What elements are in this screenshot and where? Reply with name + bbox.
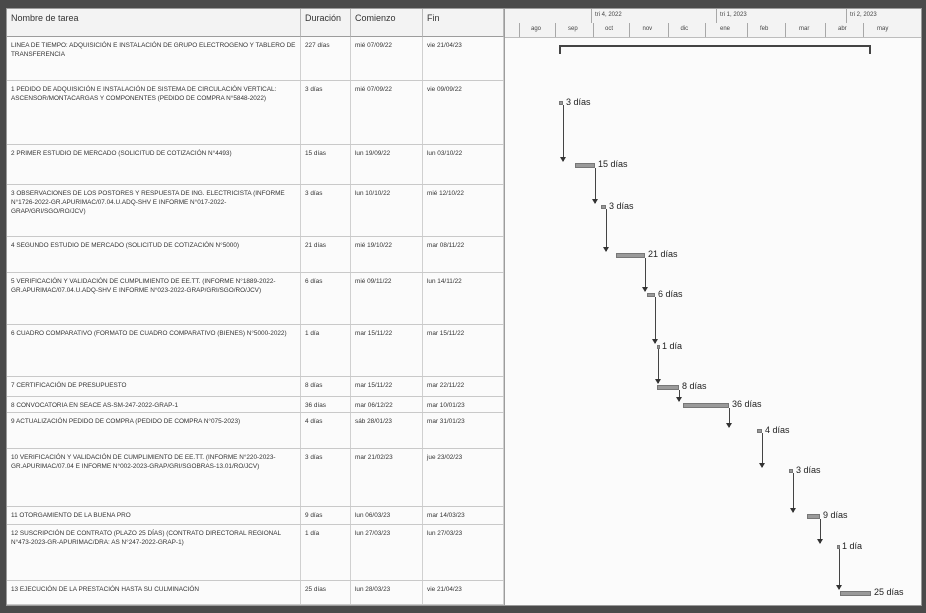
task-bar[interactable] (575, 163, 595, 168)
duration-cell: 227 días (301, 37, 351, 80)
end-date-cell: lun 03/10/22 (423, 145, 504, 184)
task-bar-label: 6 días (658, 289, 683, 299)
gantt-chart (504, 9, 922, 605)
end-date-cell: vie 21/04/23 (423, 37, 504, 80)
task-bar-label: 3 días (566, 97, 591, 107)
task-bar[interactable] (647, 293, 655, 297)
task-bar-label: 21 días (648, 249, 678, 259)
timeline-month-label: abr (838, 26, 847, 32)
start-date-cell: mié 09/11/22 (351, 273, 423, 324)
end-date-cell: mar 31/01/23 (423, 413, 504, 448)
table-row[interactable] (7, 525, 504, 581)
start-date-cell: mié 07/09/22 (351, 81, 423, 144)
duration-cell: 3 días (301, 185, 351, 236)
start-date-cell: lun 10/10/22 (351, 185, 423, 236)
dependency-arrowhead (655, 379, 661, 384)
duration-cell: 25 días (301, 581, 351, 604)
timeline-month-label: oct (605, 26, 614, 32)
task-bar-label: 1 día (842, 541, 863, 551)
task-name-cell: 5 VERIFICACIÓN Y VALIDACIÓN DE CUMPLIMIENTO DE EE.TT. (INFORME N°1889-2022-GR.APURIMAC/07.04.U.ADQ-SHV E INFORME N°023-2022-GRAP/GRI/SGO/RO/JCV) (7, 273, 301, 324)
table-row[interactable] (7, 449, 504, 507)
table-row[interactable] (7, 81, 504, 145)
start-date-cell: sáb 28/01/23 (351, 413, 423, 448)
table-row[interactable] (7, 507, 504, 525)
task-name-cell: 2 PRIMER ESTUDIO DE MERCADO (SOLICITUD DE COTIZACIÓN N°4493) (7, 145, 301, 184)
table-row[interactable] (7, 581, 504, 605)
summary-bar-end (869, 45, 871, 54)
timeline-month-separator (785, 23, 786, 37)
dependency-arrowhead (676, 397, 682, 402)
start-date-cell: lun 19/09/22 (351, 145, 423, 184)
table-row[interactable] (7, 273, 504, 325)
task-bar-label: 8 días (682, 381, 707, 391)
start-date-cell: lun 28/03/23 (351, 581, 423, 604)
dependency-connector (839, 549, 840, 589)
column-header-end[interactable]: Fin (423, 9, 504, 37)
task-bar-label: 36 días (732, 399, 762, 409)
timeline-month-label: feb (760, 26, 769, 32)
table-row[interactable] (7, 413, 504, 449)
table-row[interactable] (7, 325, 504, 377)
task-name-cell: 4 SEGUNDO ESTUDIO DE MERCADO (SOLICITUD DE COTIZACIÓN N°5000) (7, 237, 301, 272)
dependency-arrowhead (642, 287, 648, 292)
task-bar[interactable] (807, 514, 820, 519)
timeline-month-separator (863, 23, 864, 37)
duration-cell: 21 días (301, 237, 351, 272)
end-date-cell: mar 22/11/22 (423, 377, 504, 396)
end-date-cell: mar 10/01/23 (423, 397, 504, 412)
task-name-cell: 9 ACTUALIZACIÓN PEDIDO DE COMPRA (PEDIDO DE COMPRA N°075-2023) (7, 413, 301, 448)
timeline-quarter-separator (716, 9, 717, 23)
duration-cell: 1 día (301, 525, 351, 580)
duration-cell: 9 días (301, 507, 351, 524)
end-date-cell: vie 21/04/23 (423, 581, 504, 604)
end-date-cell: jue 23/02/23 (423, 449, 504, 506)
timeline-month-separator (629, 23, 630, 37)
timeline-month-label: ago (531, 26, 542, 32)
start-date-cell: mar 06/12/22 (351, 397, 423, 412)
dependency-connector (655, 297, 656, 343)
dependency-arrowhead (603, 247, 609, 252)
column-header-task-name[interactable]: Nombre de tarea (7, 9, 301, 37)
end-date-cell: lun 27/03/23 (423, 525, 504, 580)
dependency-arrowhead (726, 423, 732, 428)
dependency-connector (762, 433, 763, 467)
dependency-arrowhead (817, 539, 823, 544)
table-row[interactable] (7, 185, 504, 237)
start-date-cell: lun 06/03/23 (351, 507, 423, 524)
gantt-sheet (6, 8, 922, 606)
timeline-month-separator (668, 23, 669, 37)
timeline-month-label: dic (680, 26, 689, 32)
column-header-duration[interactable]: Duración (301, 9, 351, 37)
task-bar-label: 9 días (823, 510, 848, 520)
start-date-cell: lun 27/03/23 (351, 525, 423, 580)
duration-cell: 3 días (301, 81, 351, 144)
timeline-month-separator (593, 23, 594, 37)
duration-cell: 15 días (301, 145, 351, 184)
timeline-month-label: may (877, 26, 889, 32)
timeline-month-label: sep (568, 26, 578, 32)
end-date-cell: lun 14/11/22 (423, 273, 504, 324)
duration-cell: 36 días (301, 397, 351, 412)
end-date-cell: mar 14/03/23 (423, 507, 504, 524)
dependency-arrowhead (560, 157, 566, 162)
end-date-cell: mié 12/10/22 (423, 185, 504, 236)
timeline-month-separator (555, 23, 556, 37)
column-header-start[interactable]: Comienzo (351, 9, 423, 37)
task-bar[interactable] (616, 253, 645, 258)
task-name-cell: 12 SUSCRIPCIÓN DE CONTRATO (PLAZO 25 DÍAS) (CONTRATO DIRECTORAL REGIONAL N°473-2023-GR-APURIMAC/DRA: AS N°247-2022-GRAP-1) (7, 525, 301, 580)
start-date-cell: mar 15/11/22 (351, 377, 423, 396)
start-date-cell: mar 15/11/22 (351, 325, 423, 376)
task-name-cell: 11 OTORGAMIENTO DE LA BUENA PRO (7, 507, 301, 524)
dependency-connector (595, 168, 596, 204)
duration-cell: 1 día (301, 325, 351, 376)
task-bar-label: 25 días (874, 587, 904, 597)
task-bar-label: 3 días (609, 201, 634, 211)
task-name-cell: 10 VERIFICACIÓN Y VALIDACIÓN DE CUMPLIMIENTO DE EE.TT. (INFORME N°220-2023-GR.APURIMAC/07.04 E INFORME N°002-2023-GRAP/GRI/SGOBRAS-13.01/RO/JCV) (7, 449, 301, 506)
table-row[interactable] (7, 37, 504, 81)
duration-cell: 3 días (301, 449, 351, 506)
start-date-cell: mar 21/02/23 (351, 449, 423, 506)
task-bar[interactable] (657, 385, 679, 390)
timeline-month-label: mar (799, 26, 810, 32)
task-name-cell: 1 PEDIDO DE ADQUISICIÓN E INSTALACIÓN DE SISTEMA DE CIRCULACIÓN VERTICAL: ASCENSOR/MONTACARGAS Y COMPONENTES (PEDIDO DE COMPRA N°5848-2022) (7, 81, 301, 144)
timeline-quarter-separator (591, 9, 592, 23)
task-name-cell: LINEA DE TIEMPO: ADQUISICIÓN E INSTALACIÓN DE GRUPO ELECTROGENO Y TABLERO DE TRANSFERENCIA (7, 37, 301, 80)
task-name-cell: 7 CERTIFICACIÓN DE PRESUPUESTO (7, 377, 301, 396)
timeline-quarter-separator (846, 9, 847, 23)
dependency-arrowhead (836, 585, 842, 590)
dependency-connector (606, 209, 607, 251)
table-row[interactable] (7, 145, 504, 185)
duration-cell: 8 días (301, 377, 351, 396)
duration-cell: 6 días (301, 273, 351, 324)
timeline-quarter-label: tri 1, 2023 (720, 12, 747, 18)
dependency-arrowhead (759, 463, 765, 468)
dependency-arrowhead (790, 508, 796, 513)
task-bar-label: 1 día (662, 341, 683, 351)
summary-bar[interactable] (559, 45, 871, 47)
summary-bar-end (559, 45, 561, 54)
task-name-cell: 13 EJECUCIÓN DE LA PRESTACIÓN HASTA SU CULMINACIÓN (7, 581, 301, 604)
task-bar-label: 15 días (598, 159, 628, 169)
task-bar[interactable] (683, 403, 729, 408)
timeline-quarter-label: tri 4, 2022 (595, 12, 622, 18)
start-date-cell: mié 07/09/22 (351, 37, 423, 80)
timeline-month-separator (519, 23, 520, 37)
end-date-cell: mar 08/11/22 (423, 237, 504, 272)
task-name-cell: 8 CONVOCATORIA EN SEACE AS-SM-247-2022-GRAP-1 (7, 397, 301, 412)
timeline-month-separator (705, 23, 706, 37)
dependency-connector (658, 349, 659, 383)
dependency-connector (793, 473, 794, 512)
task-bar-label: 4 días (765, 425, 790, 435)
duration-cell: 4 días (301, 413, 351, 448)
timeline-month-label: ene (720, 26, 731, 32)
task-bar[interactable] (840, 591, 871, 596)
dependency-arrowhead (592, 199, 598, 204)
timeline-quarter-label: tri 2, 2023 (850, 12, 877, 18)
timeline-month-separator (747, 23, 748, 37)
table-row[interactable] (7, 237, 504, 273)
table-row[interactable] (7, 397, 504, 413)
end-date-cell: mar 15/11/22 (423, 325, 504, 376)
table-row[interactable] (7, 377, 504, 397)
timeline-month-label: nov (642, 26, 653, 32)
task-name-cell: 3 OBSERVACIONES DE LOS POSTORES Y RESPUESTA DE ING. ELECTRICISTA (INFORME N°1726-2022-GR.APURIMAC/07.04.U.ADQ-SHV E INFORME N°017-2022-GRAP/GRI/SGO/RO/JCV) (7, 185, 301, 236)
start-date-cell: mié 19/10/22 (351, 237, 423, 272)
task-name-cell: 6 CUADRO COMPARATIVO (FORMATO DE CUADRO COMPARATIVO (BIENES) N°5000-2022) (7, 325, 301, 376)
dependency-connector (563, 105, 564, 161)
dependency-connector (645, 258, 646, 292)
end-date-cell: vie 09/09/22 (423, 81, 504, 144)
timeline-month-separator (825, 23, 826, 37)
task-bar-label: 3 días (796, 465, 821, 475)
dependency-arrowhead (652, 339, 658, 344)
